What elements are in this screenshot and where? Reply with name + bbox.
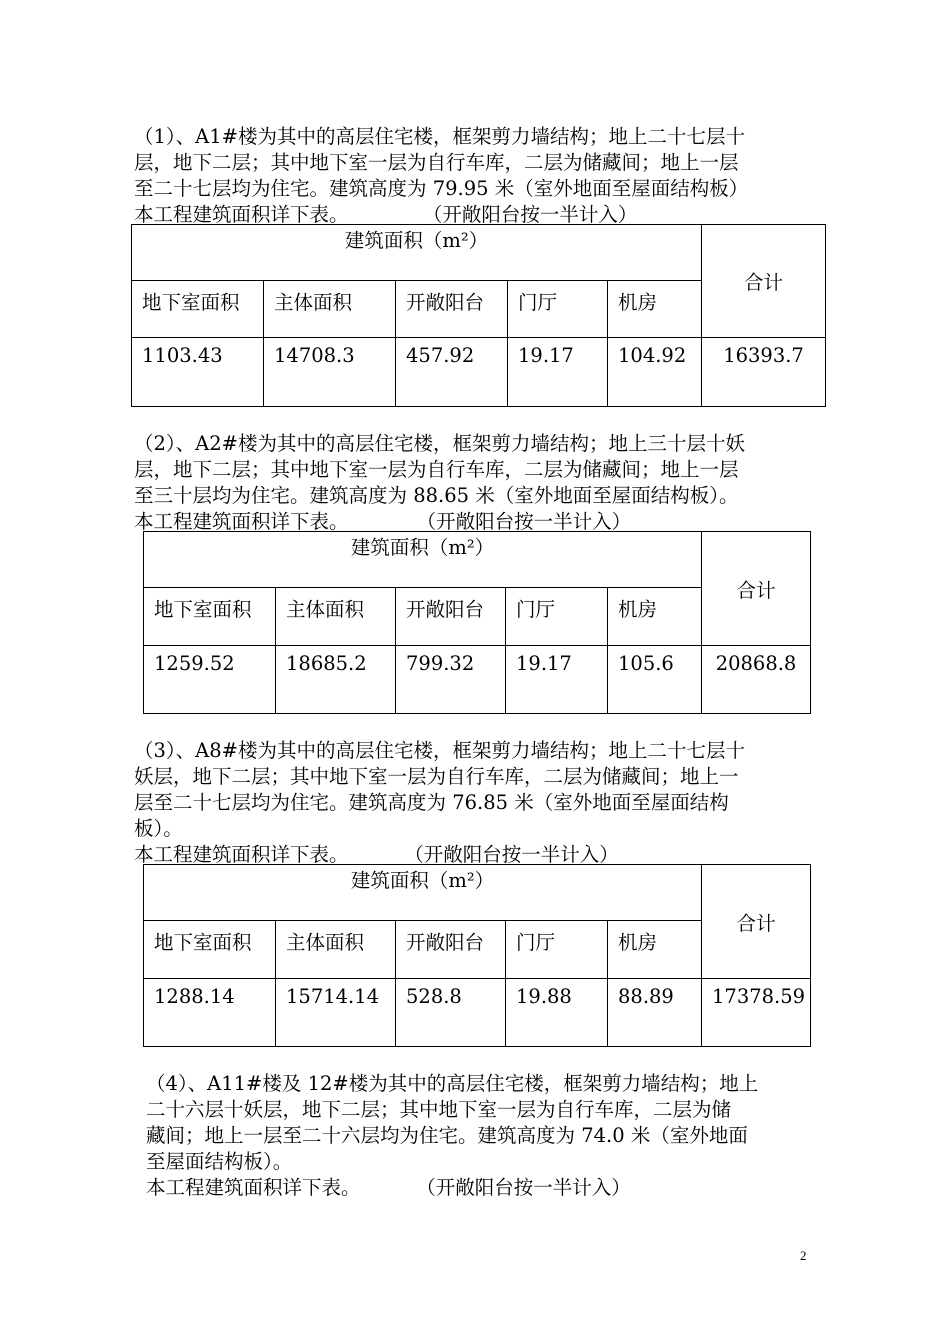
- section-4-line-3: 藏间；地上一层至二十六层均为住宅。建筑高度为 74.0 米（室外地面: [146, 1124, 748, 1147]
- table-cell: 14708.3: [264, 338, 396, 407]
- table-cell: 528.8: [396, 979, 506, 1047]
- section-1-intro: 本工程建筑面积详下表。 （开敞阳台按一半计入）: [134, 203, 638, 226]
- section-4-intro: 本工程建筑面积详下表。 （开敞阳台按一半计入）: [146, 1176, 631, 1199]
- section-2-line-1: （2）、A2#楼为其中的高层住宅楼，框架剪力墙结构；地上三十层十妖: [134, 432, 745, 455]
- total-header: 合计: [702, 865, 811, 979]
- section-3-intro: 本工程建筑面积详下表。 （开敞阳台按一半计入）: [134, 843, 619, 866]
- column-header: 主体面积: [264, 281, 396, 338]
- group-header: 建筑面积（m²）: [144, 865, 702, 921]
- table-cell: 1288.14: [144, 979, 276, 1047]
- section-3-paragraph: [134, 738, 834, 868]
- section-2-paragraph: [134, 431, 834, 535]
- section-3-line-3: 层至二十七层均为住宅。建筑高度为 76.85 米（室外地面至屋面结构: [134, 791, 729, 814]
- column-header: 地下室面积: [132, 281, 264, 338]
- section-2-line-3: 至三十层均为住宅。建筑高度为 88.65 米（室外地面至屋面结构板）。: [134, 484, 739, 507]
- column-header: 主体面积: [276, 921, 396, 979]
- table-cell: 19.17: [506, 646, 608, 714]
- section-1-line-1: （1）、A1#楼为其中的高层住宅楼，框架剪力墙结构；地上二十七层十: [134, 125, 745, 148]
- column-header: 开敞阳台: [396, 281, 508, 338]
- section-1-line-2: 层，地下二层；其中地下室一层为自行车库，二层为储藏间；地上一层: [134, 151, 739, 174]
- total-cell: 20868.8: [702, 646, 811, 714]
- section-4-line-4: 至屋面结构板）。: [146, 1150, 293, 1173]
- column-header: 开敞阳台: [396, 588, 506, 646]
- column-header: 门厅: [506, 588, 608, 646]
- group-header: 建筑面积（m²）: [132, 225, 702, 281]
- column-header: 开敞阳台: [396, 921, 506, 979]
- column-header: 门厅: [508, 281, 608, 338]
- table-cell: 18685.2: [276, 646, 396, 714]
- section-4-line-2: 二十六层十妖层，地下二层；其中地下室一层为自行车库，二层为储: [146, 1098, 732, 1121]
- total-cell: 16393.7: [702, 338, 826, 407]
- table-cell: 19.17: [508, 338, 608, 407]
- column-header: 机房: [608, 281, 702, 338]
- table-cell: 19.88: [506, 979, 608, 1047]
- table-cell: 457.92: [396, 338, 508, 407]
- section-4-line-1: （4）、A11#楼及 12#楼为其中的高层住宅楼，框架剪力墙结构；地上: [146, 1072, 759, 1095]
- table-cell: 15714.14: [276, 979, 396, 1047]
- section-4-paragraph: [146, 1071, 846, 1201]
- section-2-line-2: 层，地下二层；其中地下室一层为自行车库，二层为储藏间；地上一层: [134, 458, 739, 481]
- section-2-intro: 本工程建筑面积详下表。 （开敞阳台按一半计入）: [134, 510, 632, 533]
- total-header: 合计: [702, 532, 811, 646]
- page-number: 2: [800, 1248, 807, 1263]
- section-3-line-2: 妖层，地下二层；其中地下室一层为自行车库，二层为储藏间；地上一: [134, 765, 739, 788]
- table-cell: 1259.52: [144, 646, 276, 714]
- column-header: 机房: [608, 921, 702, 979]
- table-cell: 1103.43: [132, 338, 264, 407]
- section-3-line-1: （3）、A8#楼为其中的高层住宅楼，框架剪力墙结构；地上二十七层十: [134, 739, 745, 762]
- column-header: 地下室面积: [144, 588, 276, 646]
- column-header: 机房: [608, 588, 702, 646]
- table-cell: 104.92: [608, 338, 702, 407]
- section-3-area-table: [143, 864, 811, 1047]
- section-2-area-table: [143, 531, 811, 714]
- column-header: 门厅: [506, 921, 608, 979]
- group-header: 建筑面积（m²）: [144, 532, 702, 588]
- total-header: 合计: [702, 225, 826, 338]
- section-1-paragraph: [134, 124, 834, 228]
- section-1-area-table: [131, 224, 826, 407]
- section-1-line-3: 至二十七层均为住宅。建筑高度为 79.95 米（室外地面至屋面结构板）: [134, 177, 749, 200]
- table-cell: 799.32: [396, 646, 506, 714]
- section-3-line-4: 板）。: [134, 817, 183, 840]
- total-cell: 17378.59: [702, 979, 811, 1047]
- column-header: 主体面积: [276, 588, 396, 646]
- table-cell: 105.6: [608, 646, 702, 714]
- table-cell: 88.89: [608, 979, 702, 1047]
- column-header: 地下室面积: [144, 921, 276, 979]
